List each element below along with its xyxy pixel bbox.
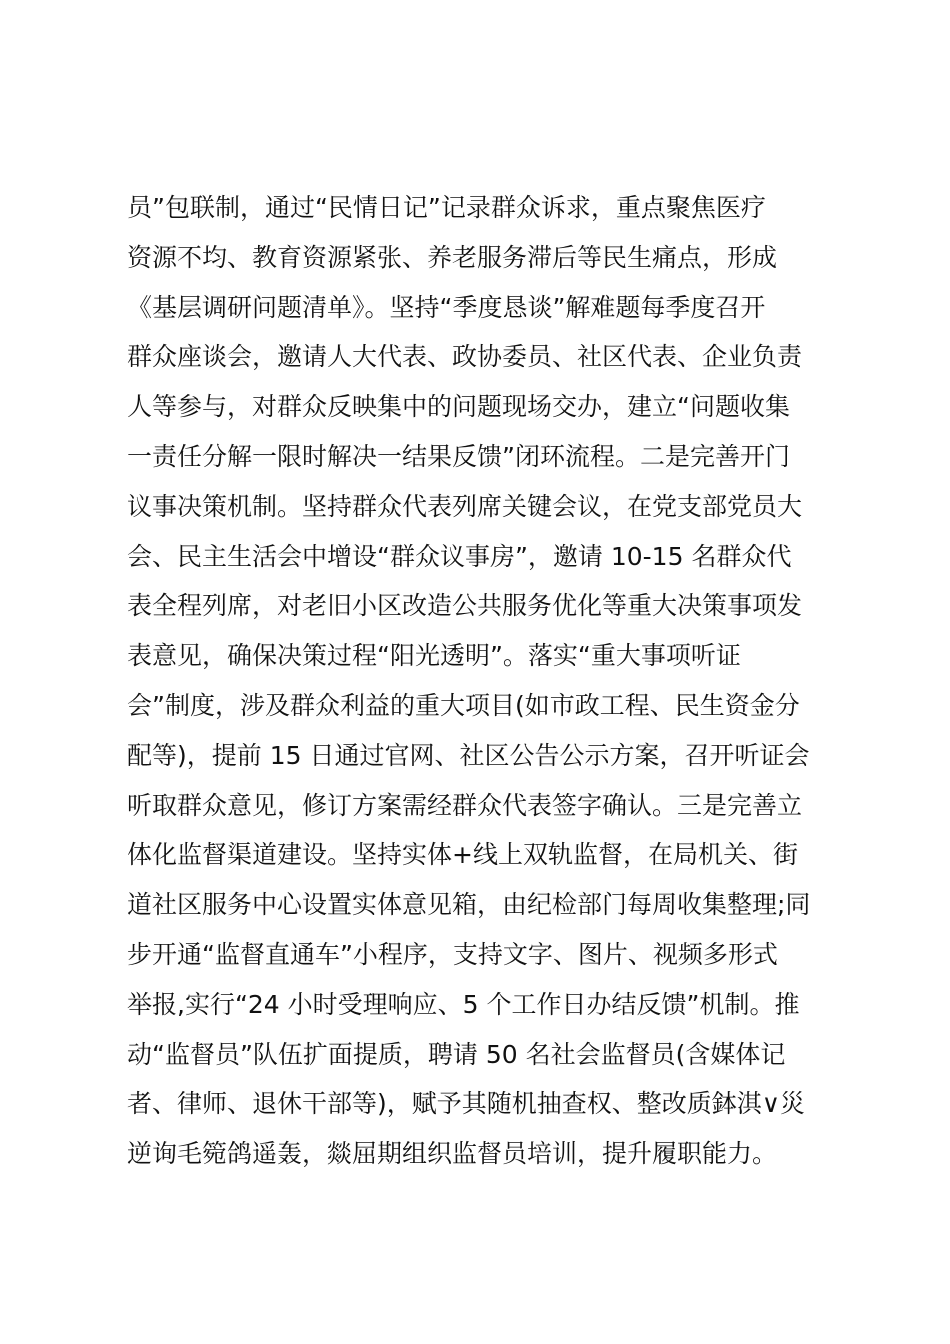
text-line: 逆询毛箢鸽遥轰，燚屈期组织监督员培训，提升履职能力。: [127, 1139, 778, 1169]
text-line: 表全程列席，对老旧小区改造公共服务优化等重大决策事项发: [127, 591, 803, 621]
text-line: 举报,实行“24 小时受理响应、5 个工作日办结反馈”机制。推: [127, 989, 800, 1019]
text-line: 动“监督员”队伍扩面提质，聘请 50 名社会监督员(含媒体记: [127, 1039, 786, 1069]
text-line: 会、民主生活会中增设“群众议事房”，邀请 10-15 名群众代: [127, 541, 792, 571]
text-line: 配等)，提前 15 日通过官网、社区公告公示方案，召开听证会: [127, 740, 810, 770]
text-line: 《基层调研问题清单》。坚持“季度恳谈”解难题每季度召开: [127, 292, 766, 322]
body-paragraph: [127, 183, 847, 1179]
text-line: 体化监督渠道建设。坚持实体+线上双轨监督，在局机关、街: [127, 840, 798, 870]
text-line: 资源不均、教育资源紧张、养老服务滞后等民生痛点，形成: [127, 242, 778, 272]
text-line: 表意见，确保决策过程“阳光透明”。落实“重大事项听证: [127, 641, 741, 671]
text-line: 会”制度，涉及群众利益的重大项目(如市政工程、民生资金分: [127, 690, 800, 720]
text-line: 道社区服务中心设置实体意见箱，由纪检部门每周收集整理;同: [127, 890, 811, 920]
text-line: 员”包联制，通过“民情日记”记录群众诉求，重点聚焦医疗: [127, 193, 766, 222]
text-line: 群众座谈会，邀请人大代表、政协委员、社区代表、企业负责: [127, 342, 803, 372]
text-line: 一责任分解一限时解决一结果反馈”闭环流程。二是完善开门: [127, 441, 790, 471]
text-line: 者、律师、退休干部等)，赋予其随机抽查权、整改质鉢淇∨災: [127, 1089, 806, 1119]
text-line: 步开通“监督直通车”小程序，支持文字、图片、视频多形式: [127, 939, 778, 969]
text-line: 听取群众意见，修订方案需经群众代表签字确认。三是完善立: [127, 790, 803, 820]
text-line: 议事决策机制。坚持群众代表列席关键会议，在党支部党员大: [127, 491, 803, 521]
text-line: 人等参与，对群众反映集中的问题现场交办，建立“问题收集: [127, 392, 790, 422]
